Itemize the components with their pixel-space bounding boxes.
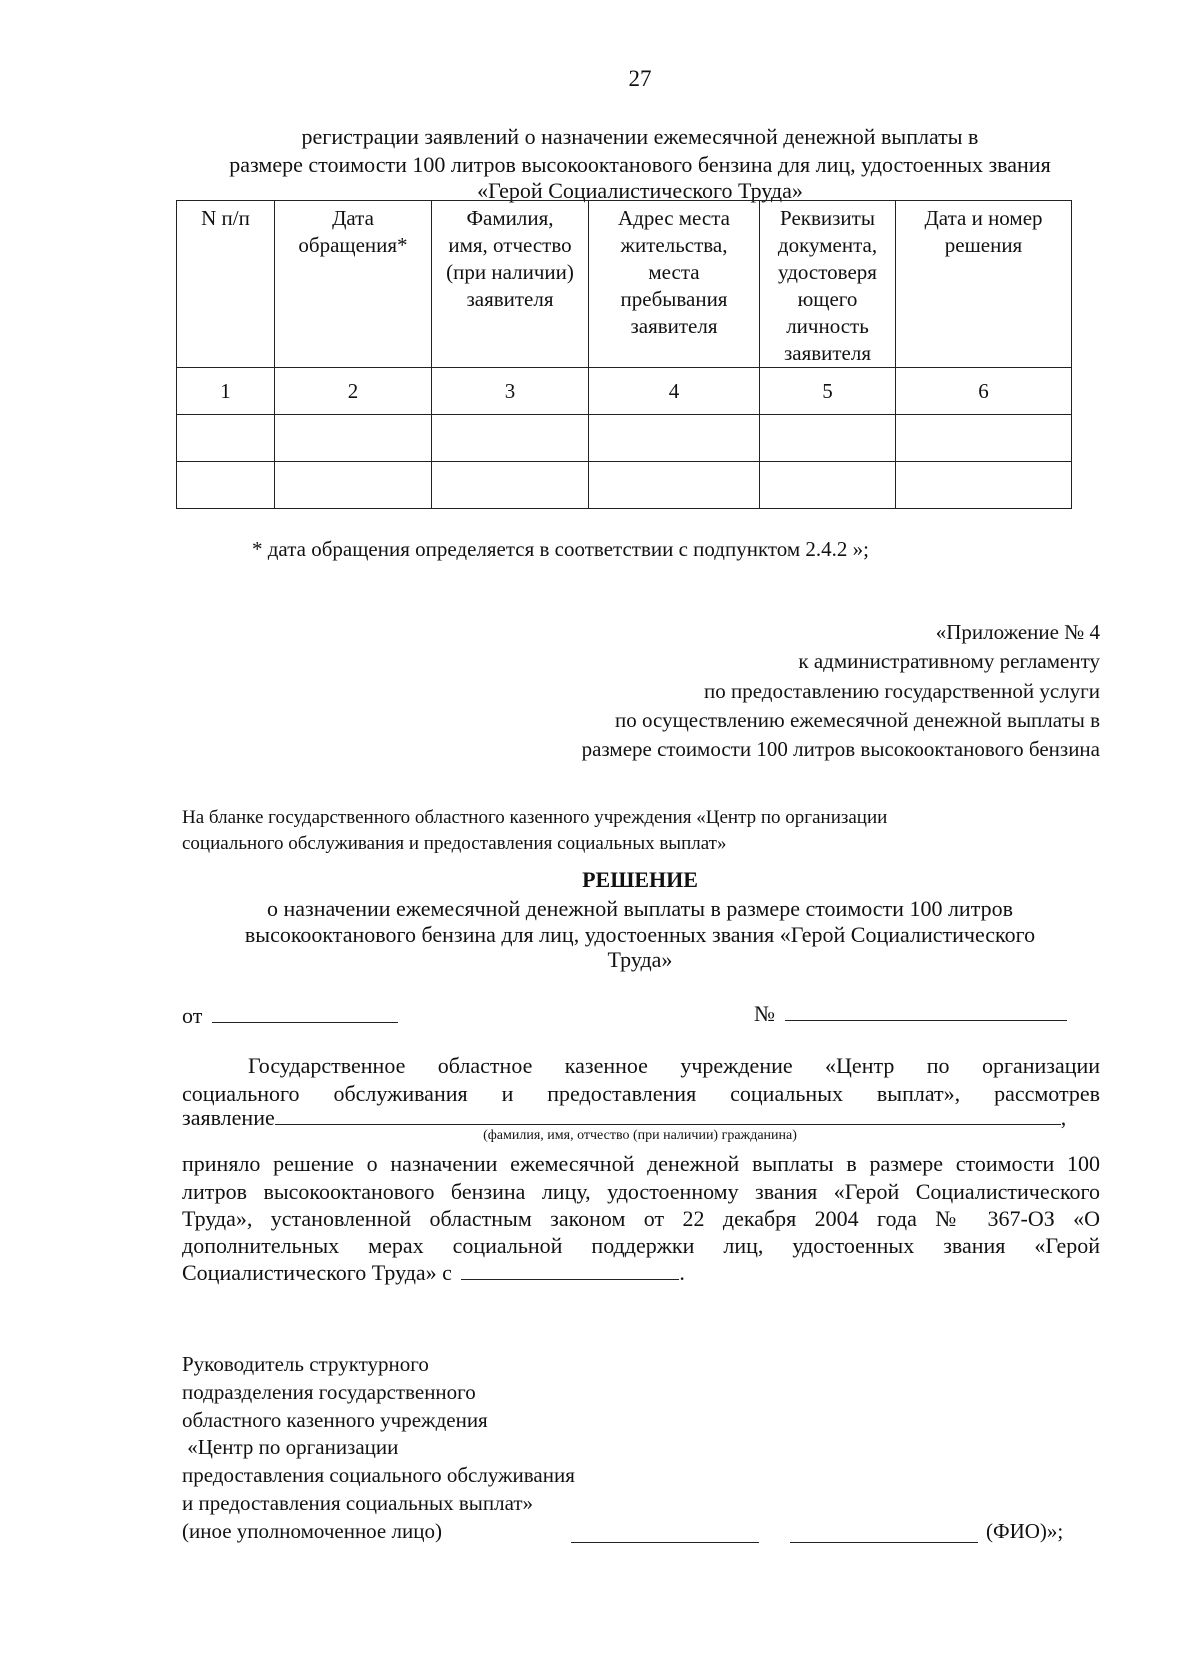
- body-paragraph-1-line-2: социального обслуживания и предоставления социальных выплат», рассмотрев: [182, 1081, 1101, 1106]
- register-title-line-1: регистрации заявлений о назначении ежемесячной денежной выплаты в: [301, 124, 979, 149]
- date-blank-line: [212, 1022, 398, 1023]
- column-number: 3: [432, 368, 589, 415]
- table-cell: [760, 415, 896, 462]
- register-table: [176, 200, 1072, 509]
- header-request-date: Дата обращения*: [275, 201, 432, 368]
- table-cell: [589, 462, 760, 509]
- signatory-line: Руководитель структурного: [182, 1352, 429, 1376]
- applicant-name-blank-line: [275, 1124, 1061, 1125]
- signatory-line: предоставления социального обслуживания: [182, 1463, 575, 1487]
- table-cell: [896, 415, 1072, 462]
- letterhead-line-2: социального обслуживания и предоставления социальных выплат»: [182, 833, 727, 854]
- appendix-line: к административному регламенту: [798, 649, 1100, 673]
- number-label: №: [754, 1001, 775, 1026]
- header-number: N п/п: [177, 201, 275, 368]
- header-applicant-name: Фамилия, имя, отчество (при наличии) заявителя: [432, 201, 589, 368]
- letterhead-line-1: На бланке государственного областного казенного учреждения «Центр по организации: [182, 807, 888, 828]
- column-number: 6: [896, 368, 1072, 415]
- header-decision-date-number: Дата и номер решения: [896, 201, 1072, 368]
- column-number: 4: [589, 368, 760, 415]
- table-cell: [275, 415, 432, 462]
- column-number: 5: [760, 368, 896, 415]
- register-title-line-3: «Герой Социалистического Труда»: [477, 178, 803, 203]
- decision-subtitle-line-2: высокооктанового бензина для лиц, удостоенных звания «Герой Социалистического: [244, 922, 1036, 947]
- table-cell: [432, 462, 589, 509]
- decision-title: РЕШЕНИЕ: [582, 867, 698, 892]
- signatory-line: «Центр по организации: [182, 1435, 399, 1459]
- column-number: 1: [177, 368, 275, 415]
- body-paragraph-2-line-2: литров высокооктанового бензина лицу, удостоенному звания «Герой Социалистического: [182, 1179, 1100, 1204]
- table-cell: [432, 415, 589, 462]
- number-blank-line: [785, 1020, 1067, 1021]
- appendix-line: по предоставлению государственной услуги: [704, 679, 1100, 703]
- header-id-document: Реквизиты документа, удостоверя ющего личность заявителя: [760, 201, 896, 368]
- decision-number-field: [754, 1001, 1067, 1027]
- applicant-name-caption: (фамилия, имя, отчество (при наличии) гражданина): [483, 1128, 797, 1143]
- signatory-line: подразделения государственного: [182, 1380, 476, 1404]
- register-title-line-2: размере стоимости 100 литров высокооктанового бензина для лиц, удостоенных звания: [229, 152, 1051, 177]
- date-label: от: [182, 1003, 203, 1028]
- body-paragraph-1-line-1: Государственное областное казенное учреждение «Центр по организации: [248, 1053, 1101, 1078]
- decision-subtitle-line-1: о назначении ежемесячной денежной выплаты в размере стоимости 100 литров: [267, 896, 1013, 921]
- header-address: Адрес места жительства, места пребывания заявителя: [589, 201, 760, 368]
- signatory-line: областного казенного учреждения: [182, 1408, 488, 1432]
- punctuation: ,: [1060, 1105, 1067, 1130]
- signatory-line: (иное уполномоченное лицо): [182, 1519, 442, 1543]
- start-date-blank-line: [461, 1279, 679, 1280]
- body-paragraph-2-line-5: Социалистического Труда» с .: [182, 1260, 685, 1285]
- table-footnote: * дата обращения определяется в соответствии с подпунктом 2.4.2 »;: [252, 537, 869, 561]
- appendix-heading: «Приложение № 4: [935, 620, 1100, 644]
- signatory-line: и предоставления социальных выплат»: [182, 1491, 534, 1515]
- table-cell: [760, 462, 896, 509]
- table-cell: [896, 462, 1072, 509]
- column-number: 2: [275, 368, 432, 415]
- decision-subtitle-line-3: Труда»: [607, 947, 673, 972]
- table-cell: [177, 415, 275, 462]
- fio-label: (ФИО)»;: [986, 1519, 1064, 1543]
- body-paragraph-2-line-4: дополнительных мерах социальной поддержки лиц, удостоенных звания «Герой: [182, 1233, 1100, 1258]
- table-cell: [275, 462, 432, 509]
- appendix-line: по осуществлению ежемесячной денежной выплаты в: [615, 708, 1100, 732]
- decision-date-field: [182, 1003, 398, 1029]
- table-column-numbers-row: [177, 368, 1072, 415]
- table-cell: [177, 462, 275, 509]
- application-label: заявление: [182, 1105, 275, 1130]
- table-cell: [589, 415, 760, 462]
- table-row: [177, 462, 1072, 509]
- name-blank-line: [790, 1518, 978, 1543]
- table-row: [177, 415, 1072, 462]
- body-paragraph-2-line-1: приняло решение о назначении ежемесячной денежной выплаты в размере стоимости 100: [182, 1151, 1100, 1176]
- appendix-line: размере стоимости 100 литров высокооктанового бензина: [581, 737, 1100, 761]
- table-header-row: [177, 201, 1072, 368]
- page-number: 27: [628, 66, 652, 91]
- signature-blank-line: [571, 1518, 759, 1543]
- body-paragraph-2-line-3: Труда», установленной областным законом от 22 декабря 2004 года № 367-ОЗ «О: [182, 1206, 1100, 1231]
